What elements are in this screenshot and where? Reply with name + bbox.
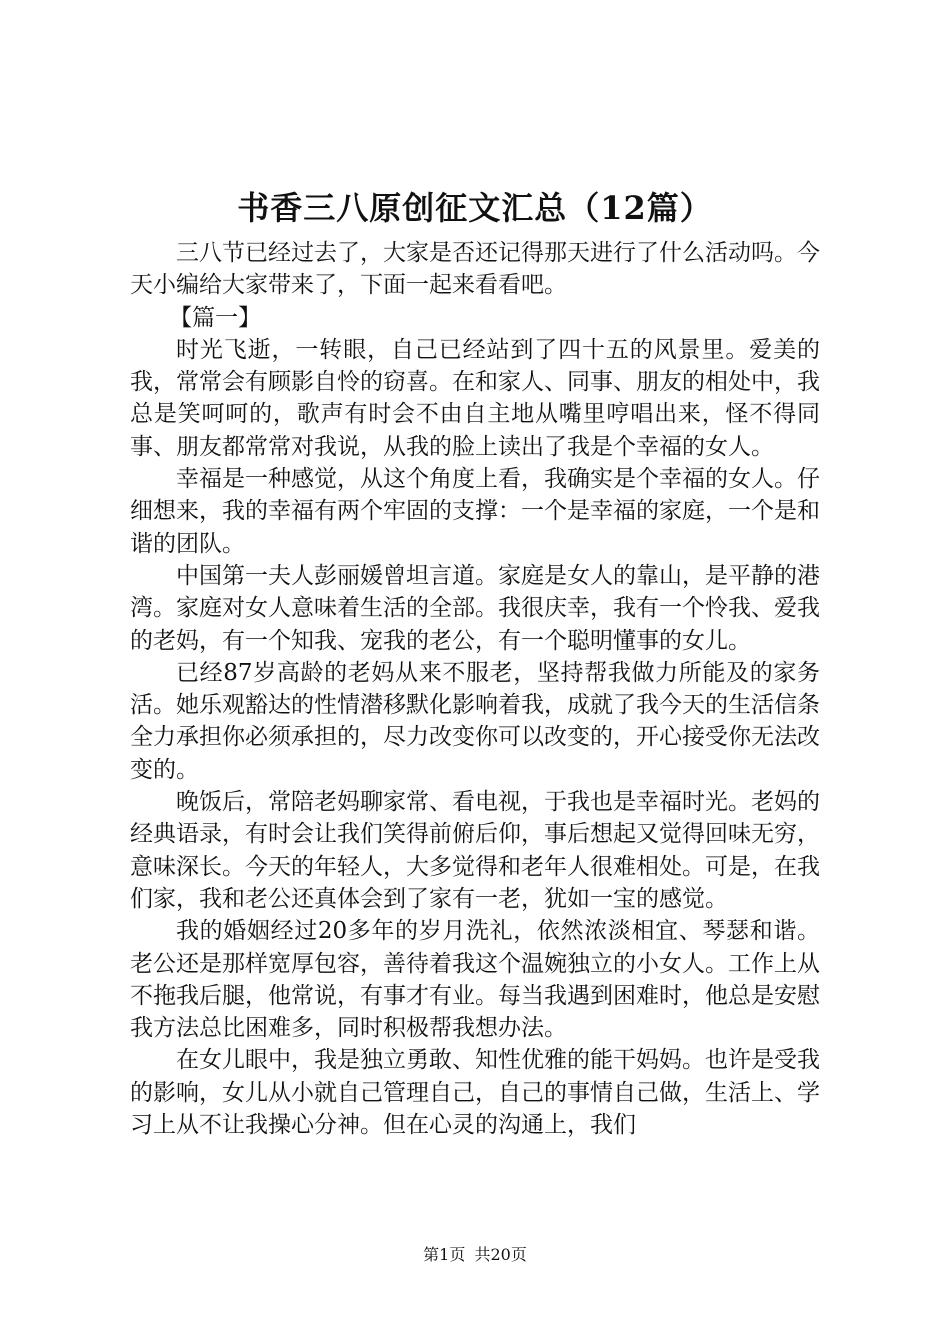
body-paragraph: 晚饭后，常陪老妈聊家常、看电视，于我也是幸福时光。老妈的经典语录，有时会让我们笑得前俯后仰，事后想起又觉得回味无穷，意味深长。今天的年轻人，大多觉得和老年人很难相处。可是，在我们家，我和老公还真体会到了家有一老，犹如一宝的感觉。 [130, 789, 820, 912]
body-paragraph: 幸福是一种感觉，从这个角度上看，我确实是个幸福的女人。仔细想来，我的幸福有两个牢固的支撑：一个是幸福的家庭，一个是和谐的团队。 [130, 466, 820, 557]
document-body [130, 237, 820, 1141]
document-title: 书香三八原创征文汇总（12篇） [237, 189, 713, 227]
body-paragraph: 已经87岁高龄的老妈从来不服老，坚持帮我做力所能及的家务活。她乐观豁达的性情潜移默化影响着我，成就了我今天的生活信条全力承担你必须承担的，尽力改变你可以改变的，开心接受你无法改变的。 [130, 659, 820, 783]
body-paragraph: 中国第一夫人彭丽媛曾坦言道。家庭是女人的靠山，是平静的港湾。家庭对女人意味着生活的全部。我很庆幸，我有一个怜我、爱我的老妈，有一个知我、宠我的老公，有一个聪明懂事的女儿。 [130, 562, 820, 654]
page-number: 第1页 [423, 1245, 466, 1264]
body-paragraph: 在女儿眼中，我是独立勇敢、知性优雅的能干妈妈。也许是受我的影响，女儿从小就自己管理自己，自己的事情自己做，生活上、学习上从不让我操心分神。但在心灵的沟通上，我们 [130, 1047, 820, 1139]
body-paragraph: 我的婚姻经过20多年的岁月洗礼，依然浓淡相宜、琴瑟和谐。老公还是那样宽厚包容，善待着我这个温婉独立的小女人。工作上从不拖我后腿，他常说，有事才有业。每当我遇到困难时，他总是安慰我方法总比困难多，同时积极帮我想办法。 [130, 918, 820, 1042]
body-paragraph: 时光飞逝，一转眼，自己已经站到了四十五的风景里。爱美的我，常常会有顾影自怜的窃喜。在和家人、同事、朋友的相处中，我总是笑呵呵的，歌声有时会不由自主地从嘴里哼唱出来，怪不得同事、朋友都常常对我说，从我的脸上读出了我是个幸福的女人。 [130, 336, 820, 460]
section-heading: 【篇一】 [169, 304, 262, 331]
page-total: 共20页 [474, 1245, 527, 1264]
page-footer [0, 1244, 950, 1266]
intro-paragraph: 三八节已经过去了，大家是否还记得那天进行了什么活动吗。今天小编给大家带来了，下面一起来看看吧。 [130, 240, 820, 299]
